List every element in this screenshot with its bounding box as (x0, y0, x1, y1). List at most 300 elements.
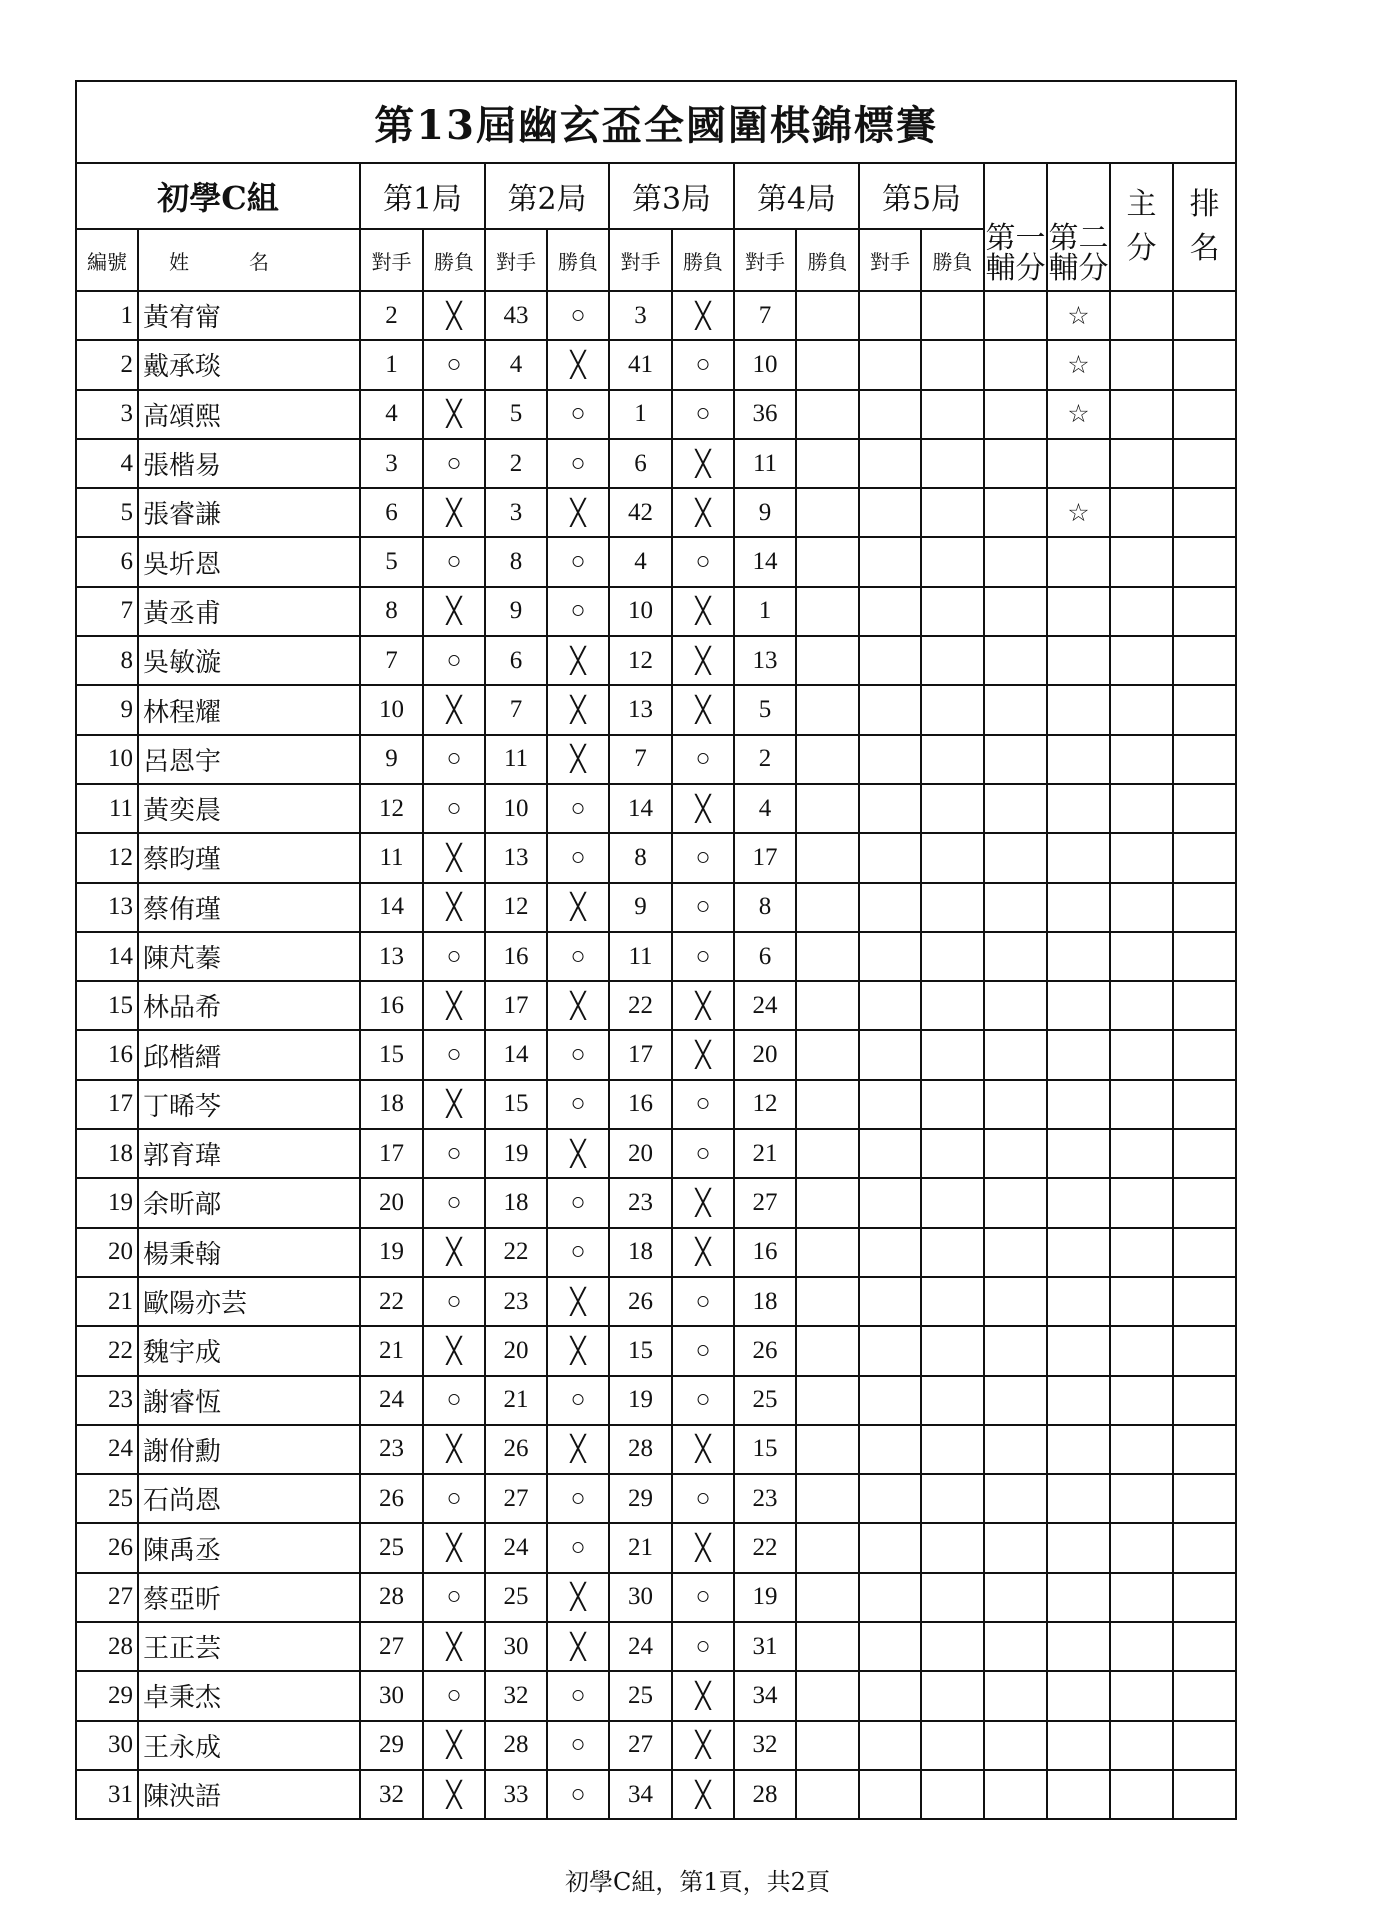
loss-mark: ╳ (672, 488, 734, 537)
aux2-cell (1047, 1425, 1110, 1474)
result-cell (921, 1178, 984, 1227)
opponent-cell (859, 587, 921, 636)
main-score-cell (1110, 1573, 1173, 1622)
opponent-cell: 5 (360, 537, 423, 586)
opponent-cell (859, 439, 921, 488)
win-mark: ○ (547, 390, 609, 439)
aux1-cell (984, 439, 1047, 488)
opponent-cell: 10 (609, 587, 672, 636)
loss-mark: ╳ (672, 1523, 734, 1572)
result-cell (921, 340, 984, 389)
win-mark: ○ (547, 1178, 609, 1227)
opponent-cell: 20 (609, 1129, 672, 1178)
result-cell (921, 1228, 984, 1277)
loss-mark: ╳ (672, 1178, 734, 1227)
player-number: 26 (76, 1523, 138, 1572)
rank-cell (1173, 1376, 1236, 1425)
table-row (76, 1030, 1236, 1079)
opponent-cell: 24 (360, 1376, 423, 1425)
player-name: 林程耀 (138, 685, 360, 734)
loss-mark: ╳ (672, 784, 734, 833)
star-icon: ☆ (1047, 390, 1110, 439)
opponent-cell: 15 (360, 1030, 423, 1079)
main-score-cell (1110, 1770, 1173, 1819)
result-cell (921, 1376, 984, 1425)
rank-cell (1173, 735, 1236, 784)
opponent-cell (859, 685, 921, 734)
result-cell (921, 587, 984, 636)
win-mark: ○ (672, 1080, 734, 1129)
result-cell (796, 1030, 859, 1079)
opponent-cell (859, 390, 921, 439)
table-row (76, 1326, 1236, 1375)
player-number: 20 (76, 1228, 138, 1277)
opponent-cell (859, 1573, 921, 1622)
aux2-cell (1047, 587, 1110, 636)
result-cell (921, 537, 984, 586)
win-mark: ○ (672, 537, 734, 586)
win-mark: ○ (547, 1523, 609, 1572)
player-number: 1 (76, 291, 138, 340)
table-row (76, 488, 1236, 537)
result-cell (796, 784, 859, 833)
result-cell (921, 1770, 984, 1819)
opponent-cell: 21 (360, 1326, 423, 1375)
main-score-cell (1110, 735, 1173, 784)
opponent-cell (859, 1721, 921, 1770)
main-score-cell (1110, 1425, 1173, 1474)
opponent-cell: 16 (734, 1228, 796, 1277)
player-name: 陳泱語 (138, 1770, 360, 1819)
opponent-cell: 1 (609, 390, 672, 439)
rank-line2: 名 (1189, 231, 1220, 266)
opponent-cell: 28 (485, 1721, 547, 1770)
opponent-cell (859, 1030, 921, 1079)
opponent-cell: 29 (609, 1474, 672, 1523)
opponent-cell (859, 784, 921, 833)
opponent-cell: 6 (360, 488, 423, 537)
loss-mark: ╳ (672, 1721, 734, 1770)
player-name: 王永成 (138, 1721, 360, 1770)
rank-cell (1173, 340, 1236, 389)
opponent-cell: 22 (485, 1228, 547, 1277)
loss-mark: ╳ (423, 291, 485, 340)
aux2-line1: 第二 (1048, 221, 1109, 256)
round-4-header: 第4局 (734, 163, 859, 229)
win-mark: ○ (547, 587, 609, 636)
opponent-header-round-4: 對手 (734, 229, 796, 291)
aux2-cell (1047, 1474, 1110, 1523)
opponent-cell: 22 (734, 1523, 796, 1572)
opponent-cell: 8 (485, 537, 547, 586)
header-row-rounds (76, 163, 1236, 229)
aux1-cell (984, 537, 1047, 586)
win-mark: ○ (423, 1376, 485, 1425)
opponent-cell: 19 (609, 1376, 672, 1425)
round-3-header: 第3局 (609, 163, 734, 229)
opponent-cell (859, 1277, 921, 1326)
rank-cell (1173, 1474, 1236, 1523)
loss-mark: ╳ (672, 1030, 734, 1079)
player-name: 呂恩宇 (138, 735, 360, 784)
table-row (76, 340, 1236, 389)
round-5-header: 第5局 (859, 163, 984, 229)
opponent-cell: 7 (734, 291, 796, 340)
player-number: 10 (76, 735, 138, 784)
opponent-cell: 34 (734, 1671, 796, 1720)
rank-cell (1173, 1326, 1236, 1375)
rank-cell (1173, 587, 1236, 636)
aux2-cell (1047, 1277, 1110, 1326)
table-row (76, 932, 1236, 981)
opponent-cell (859, 1376, 921, 1425)
table-row (76, 291, 1236, 340)
rank-cell (1173, 784, 1236, 833)
opponent-cell: 18 (485, 1178, 547, 1227)
aux1-cell (984, 1129, 1047, 1178)
win-mark: ○ (547, 784, 609, 833)
main-score-cell (1110, 1326, 1173, 1375)
player-name: 丁晞芩 (138, 1080, 360, 1129)
aux2-cell (1047, 735, 1110, 784)
opponent-cell (859, 932, 921, 981)
aux1-cell (984, 1178, 1047, 1227)
aux1-cell (984, 1523, 1047, 1572)
opponent-cell: 31 (734, 1622, 796, 1671)
aux2-cell (1047, 1671, 1110, 1720)
result-cell (921, 784, 984, 833)
opponent-cell: 23 (609, 1178, 672, 1227)
rank-cell (1173, 439, 1236, 488)
opponent-header-round-1: 對手 (360, 229, 423, 291)
opponent-cell: 16 (485, 932, 547, 981)
opponent-cell: 24 (485, 1523, 547, 1572)
win-mark: ○ (423, 439, 485, 488)
player-number: 19 (76, 1178, 138, 1227)
aux2-cell (1047, 1376, 1110, 1425)
aux1-cell (984, 1228, 1047, 1277)
win-mark: ○ (672, 1326, 734, 1375)
aux1-cell (984, 833, 1047, 882)
loss-mark: ╳ (423, 883, 485, 932)
result-cell (921, 1721, 984, 1770)
table-row (76, 685, 1236, 734)
rank-cell (1173, 1721, 1236, 1770)
player-name: 卓秉杰 (138, 1671, 360, 1720)
opponent-cell: 2 (485, 439, 547, 488)
aux1-cell (984, 1326, 1047, 1375)
result-cell (796, 1573, 859, 1622)
win-mark: ○ (547, 1721, 609, 1770)
opponent-cell: 27 (485, 1474, 547, 1523)
opponent-cell: 11 (360, 833, 423, 882)
table-row (76, 1129, 1236, 1178)
main-score-cell (1110, 439, 1173, 488)
aux2-line2: 輔分 (1048, 251, 1109, 286)
aux2-cell (1047, 981, 1110, 1030)
opponent-cell: 7 (485, 685, 547, 734)
opponent-cell: 6 (609, 439, 672, 488)
opponent-cell: 25 (360, 1523, 423, 1572)
opponent-cell (859, 1770, 921, 1819)
main-score-cell (1110, 833, 1173, 882)
win-mark: ○ (672, 883, 734, 932)
main-score-cell (1110, 1671, 1173, 1720)
result-cell (921, 488, 984, 537)
aux1-line1: 第一 (985, 221, 1046, 256)
player-name: 蔡昀瑾 (138, 833, 360, 882)
opponent-cell: 10 (734, 340, 796, 389)
table-row (76, 1376, 1236, 1425)
result-cell (921, 833, 984, 882)
opponent-cell (859, 1474, 921, 1523)
opponent-cell: 26 (609, 1277, 672, 1326)
opponent-cell: 30 (360, 1671, 423, 1720)
opponent-cell: 26 (360, 1474, 423, 1523)
opponent-cell (859, 1080, 921, 1129)
aux1-cell (984, 1573, 1047, 1622)
player-number: 29 (76, 1671, 138, 1720)
opponent-cell: 17 (609, 1030, 672, 1079)
table-row (76, 1228, 1236, 1277)
result-cell (921, 932, 984, 981)
win-mark: ○ (672, 735, 734, 784)
rank-cell (1173, 537, 1236, 586)
result-cell (921, 1523, 984, 1572)
player-name: 楊秉翰 (138, 1228, 360, 1277)
rank-cell (1173, 1425, 1236, 1474)
main-score-cell (1110, 291, 1173, 340)
rank-cell (1173, 1671, 1236, 1720)
main-score-cell (1110, 1080, 1173, 1129)
loss-mark: ╳ (423, 1523, 485, 1572)
opponent-cell (859, 1622, 921, 1671)
table-row (76, 636, 1236, 685)
win-mark: ○ (423, 1178, 485, 1227)
opponent-cell: 7 (360, 636, 423, 685)
main-score-cell (1110, 1622, 1173, 1671)
opponent-cell: 20 (734, 1030, 796, 1079)
result-cell (921, 883, 984, 932)
aux2-cell (1047, 1721, 1110, 1770)
opponent-cell: 4 (734, 784, 796, 833)
result-cell (796, 537, 859, 586)
opponent-cell: 8 (360, 587, 423, 636)
aux2-cell (1047, 883, 1110, 932)
win-mark: ○ (423, 537, 485, 586)
loss-mark: ╳ (423, 981, 485, 1030)
opponent-cell: 20 (485, 1326, 547, 1375)
result-cell (796, 932, 859, 981)
opponent-cell: 15 (609, 1326, 672, 1375)
win-mark: ○ (423, 735, 485, 784)
opponent-cell: 21 (609, 1523, 672, 1572)
win-mark: ○ (547, 1228, 609, 1277)
main-score-cell (1110, 1721, 1173, 1770)
result-cell (921, 1030, 984, 1079)
table-row (76, 1425, 1236, 1474)
result-cell (796, 685, 859, 734)
table-row (76, 390, 1236, 439)
win-mark: ○ (423, 1573, 485, 1622)
aux1-header (984, 163, 1047, 291)
loss-mark: ╳ (547, 1425, 609, 1474)
aux1-cell (984, 291, 1047, 340)
table-row (76, 833, 1236, 882)
rank-line1: 排 (1189, 187, 1220, 222)
player-name: 蔡亞昕 (138, 1573, 360, 1622)
main-line2: 分 (1126, 231, 1157, 266)
page-footer: 初學C組，第1頁，共2頁 (565, 1868, 830, 1896)
opponent-cell: 13 (734, 636, 796, 685)
player-name: 張楷易 (138, 439, 360, 488)
loss-mark: ╳ (423, 587, 485, 636)
opponent-cell: 30 (609, 1573, 672, 1622)
result-cell (796, 587, 859, 636)
opponent-header-round-3: 對手 (609, 229, 672, 291)
opponent-header-round-2: 對手 (485, 229, 547, 291)
player-name: 吳圻恩 (138, 537, 360, 586)
main-score-cell (1110, 537, 1173, 586)
opponent-cell: 12 (360, 784, 423, 833)
result-cell (921, 1326, 984, 1375)
opponent-cell (859, 1326, 921, 1375)
result-cell (921, 1474, 984, 1523)
opponent-cell (859, 1671, 921, 1720)
opponent-cell: 14 (609, 784, 672, 833)
player-number: 4 (76, 439, 138, 488)
opponent-cell: 33 (485, 1770, 547, 1819)
win-mark: ○ (547, 1030, 609, 1079)
win-mark: ○ (672, 1474, 734, 1523)
player-name: 郭育瑋 (138, 1129, 360, 1178)
aux1-cell (984, 1277, 1047, 1326)
opponent-cell: 27 (734, 1178, 796, 1227)
aux1-cell (984, 1425, 1047, 1474)
rank-cell (1173, 291, 1236, 340)
rank-cell (1173, 1178, 1236, 1227)
opponent-cell: 15 (485, 1080, 547, 1129)
rank-cell (1173, 981, 1236, 1030)
win-mark: ○ (547, 1770, 609, 1819)
result-cell (796, 1376, 859, 1425)
opponent-cell: 21 (734, 1129, 796, 1178)
player-name: 歐陽亦芸 (138, 1277, 360, 1326)
main-score-cell (1110, 1523, 1173, 1572)
main-score-cell (1110, 390, 1173, 439)
win-mark: ○ (423, 1671, 485, 1720)
opponent-cell: 6 (734, 932, 796, 981)
table-row (76, 1671, 1236, 1720)
aux2-cell (1047, 537, 1110, 586)
opponent-cell: 25 (485, 1573, 547, 1622)
player-number: 31 (76, 1770, 138, 1819)
opponent-cell: 14 (734, 537, 796, 586)
win-mark: ○ (672, 833, 734, 882)
loss-mark: ╳ (672, 981, 734, 1030)
aux1-line2: 輔分 (985, 251, 1046, 286)
aux1-cell (984, 1671, 1047, 1720)
opponent-cell (859, 981, 921, 1030)
aux2-cell (1047, 685, 1110, 734)
rank-cell (1173, 833, 1236, 882)
result-header-round-1: 勝負 (423, 229, 485, 291)
aux2-cell (1047, 833, 1110, 882)
loss-mark: ╳ (423, 488, 485, 537)
player-number: 23 (76, 1376, 138, 1425)
result-header-round-3: 勝負 (672, 229, 734, 291)
opponent-cell: 22 (609, 981, 672, 1030)
opponent-header-round-5: 對手 (859, 229, 921, 291)
aux1-cell (984, 1080, 1047, 1129)
results-table (75, 80, 1237, 1820)
result-cell (796, 1129, 859, 1178)
aux2-cell (1047, 784, 1110, 833)
col-no-header: 編號 (76, 229, 138, 291)
win-mark: ○ (423, 340, 485, 389)
opponent-cell: 11 (485, 735, 547, 784)
player-name: 陳芃蓁 (138, 932, 360, 981)
loss-mark: ╳ (423, 833, 485, 882)
opponent-cell: 27 (360, 1622, 423, 1671)
opponent-cell: 9 (360, 735, 423, 784)
opponent-cell: 2 (360, 291, 423, 340)
opponent-cell: 13 (609, 685, 672, 734)
round-2-header: 第2局 (485, 163, 609, 229)
table-row (76, 1523, 1236, 1572)
table-row (76, 1770, 1236, 1819)
opponent-cell: 28 (609, 1425, 672, 1474)
opponent-cell: 19 (734, 1573, 796, 1622)
opponent-cell: 23 (734, 1474, 796, 1523)
result-cell (796, 981, 859, 1030)
opponent-cell: 12 (734, 1080, 796, 1129)
player-number: 12 (76, 833, 138, 882)
loss-mark: ╳ (672, 685, 734, 734)
opponent-cell: 23 (360, 1425, 423, 1474)
opponent-cell (859, 735, 921, 784)
loss-mark: ╳ (423, 1622, 485, 1671)
opponent-cell: 29 (360, 1721, 423, 1770)
aux1-cell (984, 340, 1047, 389)
opponent-cell: 26 (734, 1326, 796, 1375)
result-cell (921, 390, 984, 439)
win-mark: ○ (547, 1080, 609, 1129)
opponent-cell (859, 537, 921, 586)
aux2-cell (1047, 1622, 1110, 1671)
aux2-cell (1047, 1178, 1110, 1227)
loss-mark: ╳ (423, 390, 485, 439)
player-number: 9 (76, 685, 138, 734)
opponent-cell: 13 (485, 833, 547, 882)
aux1-cell (984, 981, 1047, 1030)
opponent-cell: 43 (485, 291, 547, 340)
opponent-cell: 9 (609, 883, 672, 932)
player-number: 30 (76, 1721, 138, 1770)
aux2-cell (1047, 1030, 1110, 1079)
win-mark: ○ (672, 1573, 734, 1622)
table-row (76, 1622, 1236, 1671)
loss-mark: ╳ (423, 1080, 485, 1129)
result-cell (796, 1474, 859, 1523)
rank-cell (1173, 1277, 1236, 1326)
table-row (76, 439, 1236, 488)
main-score-cell (1110, 981, 1173, 1030)
loss-mark: ╳ (672, 636, 734, 685)
player-number: 8 (76, 636, 138, 685)
opponent-cell: 9 (485, 587, 547, 636)
opponent-cell: 12 (609, 636, 672, 685)
